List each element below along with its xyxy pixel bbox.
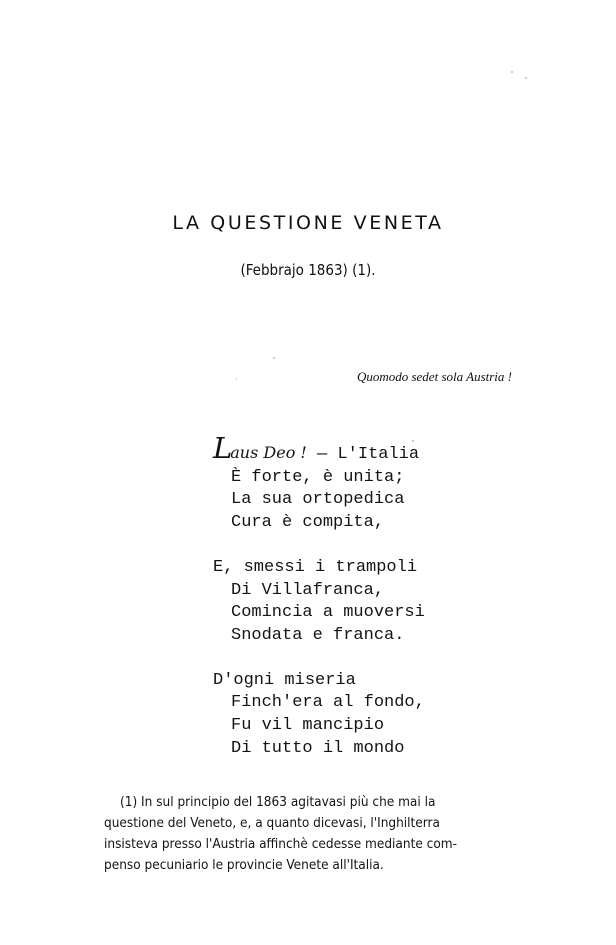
poem-line: Fu vil mancipio [231, 716, 385, 736]
poem-line: D'ogni miseria [213, 670, 356, 690]
page-title: LA QUESTIONE VENETA [172, 212, 444, 234]
poem-line [213, 431, 425, 467]
date-subtitle: (Febbrajo 1863) (1). [240, 261, 376, 279]
stanza-1 [213, 431, 425, 535]
poem [213, 431, 425, 782]
poem-line: Cura è compita, [231, 513, 385, 533]
poem-line: Di Villafranca, [231, 580, 385, 600]
footnote-line: questione del Veneto, e, a quanto dicevasi, l'Inghilterra [104, 815, 440, 831]
poem-line: Snodata e franca. [231, 625, 405, 645]
drop-cap: L [213, 431, 231, 465]
scan-speck [525, 77, 527, 79]
scan-speck [511, 71, 513, 73]
poem-line-rest: — L'Italia [306, 445, 420, 464]
footnote-line: penso pecuniario le provincie Venete all'Italia. [104, 857, 384, 873]
poem-line: Comincia a muoversi [231, 603, 425, 623]
footnote-line: insisteva presso l'Austria affinchè cedesse mediante com- [104, 836, 457, 852]
stanza-3 [213, 670, 425, 761]
poem-line: Finch'era al fondo, [231, 693, 425, 713]
scan-speck [273, 357, 275, 359]
epigraph: Quomodo sedet sola Austria ! [356, 369, 512, 384]
poem-line: E, smessi i trampoli [213, 557, 418, 577]
poem-line: È forte, è unita; [231, 467, 405, 487]
scan-speck [412, 440, 414, 442]
footnote [104, 792, 544, 876]
poem-line: Di tutto il mondo [231, 738, 405, 758]
poem-line: La sua ortopedica [231, 490, 405, 510]
footnote-line: (1) In sul principio del 1863 agitavasi più che mai la [120, 794, 436, 810]
poem-italic-phrase: aus Deo ! [230, 443, 307, 462]
stanza-2 [213, 557, 425, 648]
scan-speck [236, 378, 237, 380]
